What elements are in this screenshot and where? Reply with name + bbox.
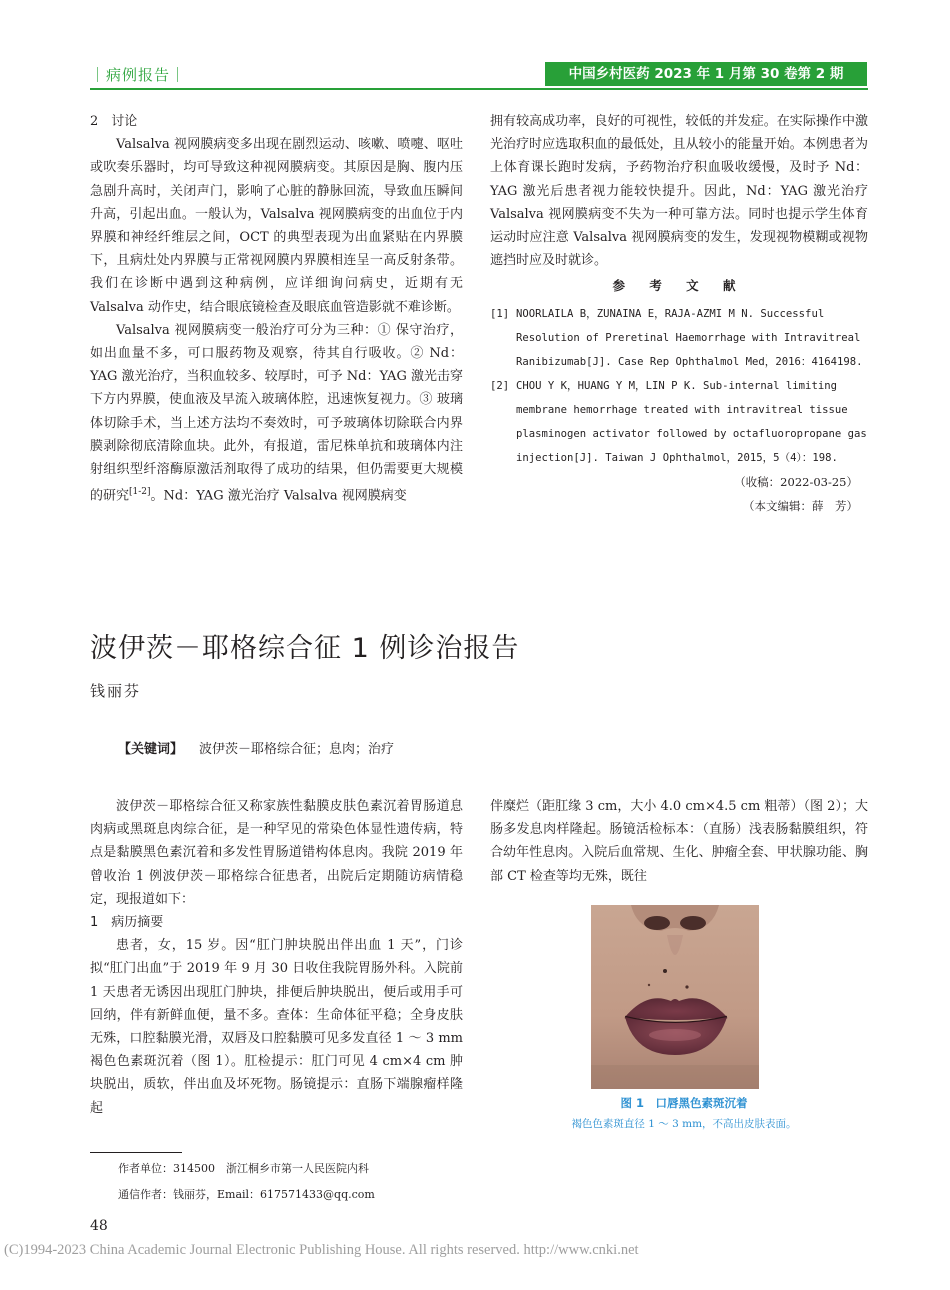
article-body-right (490, 795, 868, 888)
discussion-paragraph-1: Valsalva 视网膜病变多出现在剧烈运动、咳嗽、喷嚏、呕吐或吹奏乐器时，均可导致这种视网膜病变。其原因是胸、腹内压急剧升高时，关闭声门，影响了心脏的静脉回流，导致血压瞬间升高，引起出血。一般认为，Valsalva 视网膜病变的出血位于内界膜和神经纤维层之间，OCT 的典型表现为出血紧贴在内界膜下，且病灶处内界膜与正常视网膜内界膜相连呈一高反射条带。我们在诊断中遇到这种病例，应详细询问病史，近期有无 Valsalva 动作史，结合眼底镜检查及眼底血管造影就不难诊断。 (90, 137, 463, 315)
figure-lips-photo (591, 905, 759, 1089)
header-rule (90, 88, 868, 90)
intro-paragraph: 波伊茨－耶格综合征又称家族性黏膜皮肤色素沉着胃肠道息肉病或黑斑息肉综合征，是一种罕见的常染色体显性遗传病，特点是黏膜黑色素沉着和多发性胃肠道错构体息肉。我院 2019 年曾收治 1 例波伊茨－耶格综合征患者，出院后定期随访病情稳定，现报道如下： (90, 799, 463, 907)
section-tag: ｜病例报告｜ (90, 66, 187, 84)
reference-item: [1] NOORLAILA B，ZUNAINA E，RAJA-AZMI M N. Successful Resolution of Preretinal Haemorrhage with Intravitreal Ranibizumab[J]. Case Rep Ophthalmol Med，2016：4164198. (490, 307, 863, 368)
copyright-watermark: (C)1994-2023 China Academic Journal Electronic Publishing House. All rights reserved. http://www.cnki.net (4, 1242, 639, 1258)
author-unit: 作者单位：314500 浙江桐乡市第一人民医院内科 (118, 1162, 369, 1175)
keywords: 【关键词】 波伊茨－耶格综合征；息肉；治疗 (118, 742, 395, 757)
case-paragraph: 患者，女，15 岁。因“肛门肿块脱出伴出血 1 天”，门诊拟“肛门出血”于 2019 年 9 月 30 日收住我院胃肠外科。入院前 1 天患者无诱因出现肛门肿块，排便后肿块脱出，便后或用手可回纳，伴有新鲜血便，量不多。查体：生命体征平稳；全身皮肤无殊，口腔黏膜光滑，双唇及口腔黏膜可见多发直径 1 ～ 3 mm 褐色色素斑沉着（图 1）。肛检提示：肛门可见 4 cm×4 cm 肿块脱出，质软，伴出血及坏死物。肠镜提示：直肠下端腺瘤样隆起 (90, 938, 463, 1116)
discussion-paragraph-2: Valsalva 视网膜病变一般治疗可分为三种：① 保守治疗，如出血量不多，可口服药物及观察，待其自行吸收。② Nd：YAG 激光治疗，当积血较多、较厚时，可予 Nd：YAG 激光击穿下方内界膜，使血液及早流入玻璃体腔，迅速恢复视力。③ 玻璃体切除手术，当上述方法均不奏效时，可予玻璃体切除联合内界膜剥除彻底清除血块。此外，有报道，雷尼株单抗和玻璃体内注射组织型纤溶酶原激活剂取得了成功的结果，但仍需要更大规模的研究[1-2]。Nd：YAG 激光治疗 Valsalva 视网膜病变 (90, 322, 463, 504)
discussion-heading: 2 讨论 (90, 114, 138, 129)
case-paragraph-cont: 伴糜烂（距肛缘 3 cm，大小 4.0 cm×4.5 cm 粗蒂）（图 2）；大肠多发息肉样隆起。肠镜活检标本：（直肠）浅表肠黏膜组织，符合幼年性息肉。入院后血常规、生化、肿瘤全套、甲状腺功能、胸部 CT 检查等均无殊，既往 (490, 799, 868, 884)
footnote-rule (90, 1152, 182, 1153)
corresponding-author: 通信作者：钱丽芬，Email：617571433@qq.com (118, 1188, 375, 1201)
figure-note: 褐色色素斑直径 1 ～ 3 mm，不高出皮肤表面。 (571, 1118, 797, 1130)
reference-item: [2] CHOU Y K，HUANG Y M，LIN P K. Sub-internal limiting membrane hemorrhage treated with intravitreal tissue plasminogen activator followed by octafluoropropane gas injection[J]. Taiwan J Ophthalmol，2015，5（4）：198. (490, 379, 867, 464)
citation: [1-2] (129, 487, 151, 498)
article-author: 钱丽芬 (90, 682, 142, 700)
article-body-left (90, 795, 463, 1120)
figure-caption: 图 1 口唇黑色素斑沉着 (620, 1096, 748, 1110)
received-date: （收稿：2022-03-25） (734, 474, 858, 489)
discussion-column-right (490, 110, 868, 518)
page-number: 48 (90, 1218, 108, 1234)
discussion-paragraph-3: 拥有较高成功率，良好的可视性，较低的并发症。在实际操作中激光治疗时应选取积血的最低处，且从较小的能量开始。本例患者为上体育课长跑时发病，予药物治疗积血吸收缓慢，及时予 Nd：YAG 激光后患者视力能较快提升。因此，Nd：YAG 激光治疗 Valsalva 视网膜病变不失为一种可靠方法。同时也提示学生体育运动时应注意 Valsalva 视网膜病变的发生，发现视物模糊或视物遮挡时应及时就诊。 (490, 114, 868, 269)
journal-banner: 中国乡村医药 2023 年 1 月第 30 卷第 2 期 (545, 62, 867, 86)
discussion-column (90, 110, 463, 508)
references-heading: 参 考 文 献 (612, 278, 746, 294)
case-heading: 1 病历摘要 (90, 915, 164, 931)
editor-note: （本文编辑：薛 芳） (743, 498, 858, 513)
article-title: 波伊茨－耶格综合征 1 例诊治报告 (90, 633, 520, 664)
